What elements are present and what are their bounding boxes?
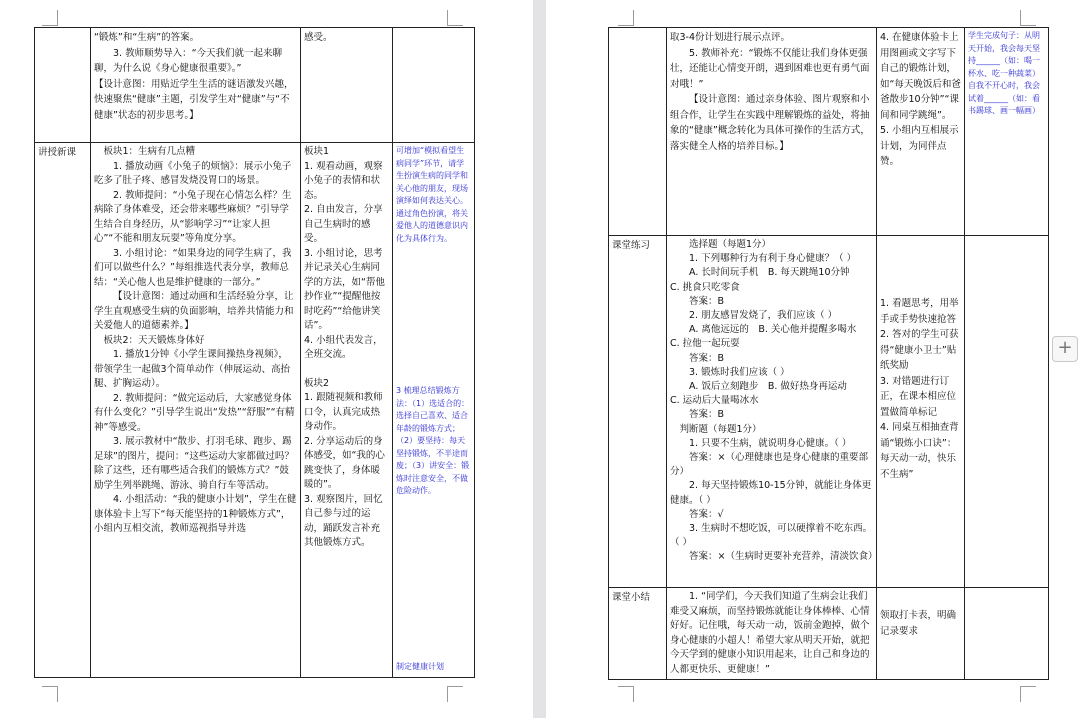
note-cell	[965, 588, 1049, 680]
answer: 答案：×（生病时更要补充营养，清淡饮食）	[689, 551, 878, 563]
question: 1. 下列哪种行为有利于身心健康？（ ）	[689, 253, 857, 265]
table-row	[609, 588, 1049, 680]
paragraph: 5. 教师补充：“锻炼不仅能让我们身体更强壮，还能让心情变开朗，遇到困难也更有勇气面对哦！”	[670, 47, 870, 90]
question: 2. 每天坚持锻炼10-15分钟，就能让身体更健康。（ ）	[670, 480, 872, 506]
student-activity-cell	[301, 28, 393, 143]
crop-mark	[447, 686, 463, 702]
note-cell	[965, 236, 1049, 588]
teacher-activity-cell	[667, 588, 877, 680]
stage-cell	[609, 28, 667, 236]
design-intent-paragraph: 【设计意图：通过动画和生活经验分享，让学生直观感受生病的负面影响，培养共情能力和关爱他人的道德素养。】	[94, 291, 294, 331]
design-intent-paragraph: 【设计意图：用贴近学生生活的谜语激发兴趣，快速聚焦“健康”主题，引发学生对“健康”与“不健康”状态的初步思考。】	[94, 78, 294, 121]
stage-label-cell	[609, 236, 667, 588]
question: 2. 朋友感冒发烧了，我们应该（ ）	[689, 310, 838, 322]
teacher-activity-cell	[91, 143, 301, 678]
paragraph: 4. 同桌互相抽查背诵“锻炼小口诀”：每天动一动，快乐不生病”	[880, 422, 959, 480]
option: A. 长时间玩手机 B. 每天跳绳10分钟	[689, 267, 850, 279]
answer: 答案：√	[689, 508, 724, 520]
paragraph: 2. 教师提问：“小兔子现在心情怎么样？生病除了身体难受，还会带来哪些麻烦？”引导学生结合自身经历，从“影响学习”“让家人担心”“不能和朋友玩耍”等角度分享。	[94, 189, 292, 244]
paragraph: 感受。	[304, 32, 333, 43]
stage-label: 课堂小结	[612, 592, 651, 603]
paragraph: 3. 观察图片，回忆自己参与过的运动，踊跃发言补充其他锻炼方式。	[304, 493, 383, 548]
teacher-activity-cell	[91, 28, 301, 143]
note-cell	[393, 28, 475, 143]
option: A. 饭后立刻跑步 B. 做好热身再运动	[689, 381, 847, 393]
stage-label-cell	[35, 143, 91, 678]
crop-mark	[42, 686, 58, 702]
paragraph: 2. 答对的学生可获得“健康小卫士”贴纸奖励	[880, 329, 959, 371]
paragraph: 取3-4份计划进行展示点评。	[670, 32, 791, 43]
paragraph: 4. 小组活动：“我的健康小计划”，学生在健康体验卡上写下“每天能坚持的1种锻炼方式”，小组内互相交流，教师巡视指导并选	[94, 494, 297, 534]
crop-mark	[447, 10, 463, 26]
teacher-activity-cell	[667, 236, 877, 588]
paragraph: 2. 自由发言，分享自己生病时的感受。	[304, 204, 383, 244]
stage-label-cell	[609, 588, 667, 680]
page-gap	[533, 0, 546, 718]
stage-label: 课堂练习	[612, 240, 651, 251]
paragraph: 3. 展示教材中“散步、打羽毛球、跑步、踢足球”的图片，提问：“这些运动大家都做过吗？除了这些，还有哪些适合我们的锻炼方式？”鼓励学生列举跳绳、游泳、骑自行车等活动。	[94, 436, 294, 491]
crop-mark	[618, 10, 634, 26]
table-row	[609, 236, 1049, 588]
crop-mark	[618, 686, 634, 702]
option: C. 运动后大量喝冰水	[670, 395, 759, 407]
note-cell	[393, 143, 475, 678]
paragraph: 4. 在健康体验卡上用图画或文字写下自己的锻炼计划，如“每天晚饭后和爸爸散步10分钟”“课间和同学跳绳”。	[880, 32, 961, 121]
section-heading: 板块2：天天锻炼身体好	[103, 334, 205, 346]
paragraph: 领取打卡表，明确记录要求	[880, 610, 957, 637]
table-row	[35, 143, 475, 678]
crop-mark	[1020, 10, 1036, 26]
option: A. 离他远远的 B. 关心他并提醒多喝水	[689, 324, 857, 336]
document-page-right	[546, 0, 1080, 718]
paragraph: 3. 小组讨论，思考并记录关心生病同学的方法，如“帮他抄作业”“提醒他按时吃药”“给他讲笑话”。	[304, 247, 385, 331]
answer: 答案：×（心理健康也是身心健康的重要部分）	[670, 452, 868, 478]
section-heading: 选择题（每题1分）	[689, 239, 772, 250]
answer: 答案：B	[689, 409, 725, 421]
table-row	[35, 28, 475, 143]
student-activity-cell	[877, 236, 965, 588]
crop-mark	[42, 10, 58, 26]
option: C. 拉他一起玩耍	[670, 338, 740, 350]
paragraph: 3. 对错题进行订正，在课本相应位置做简单标记	[880, 375, 957, 418]
teacher-note: 制定健康计划	[396, 661, 444, 671]
paragraph: 3. 教师顺势导入：“今天我们就一起来聊聊，为什么说《身心健康很重要》。”	[94, 47, 283, 74]
question: 3. 生病时不想吃饭，可以硬撑着不吃东西。（ ）	[670, 523, 873, 549]
student-activity-cell	[301, 143, 393, 678]
note-cell	[965, 28, 1049, 236]
paragraph: 1. 看题思考，用举手或手势快速抢答	[880, 298, 959, 325]
paragraph: 1. 跟随视频和教师口令，认真完成热身动作。	[304, 392, 383, 432]
question: 1. 只要不生病，就说明身心健康。（ ）	[689, 437, 852, 449]
teacher-activity-cell	[667, 28, 877, 236]
paragraph: 2. 分享运动后的身体感受，如“我的心跳变快了，身体暖暖的”。	[304, 435, 385, 490]
lesson-plan-table	[34, 27, 475, 678]
section-heading: 板块2	[304, 377, 330, 389]
question: 3. 锻炼时我们应该（ ）	[689, 366, 790, 378]
stage-cell	[35, 28, 91, 143]
option: C. 挑食只吃零食	[670, 281, 740, 293]
paragraph: 1. 播放动画《小兔子的烦恼》：展示小兔子吃多了肚子疼、感冒发烧没胃口的场景。	[94, 160, 292, 186]
table-row	[609, 28, 1049, 236]
paragraph: 1. “同学们，今天我们知道了生病会让我们难受又麻烦，而坚持锻炼就能让身体棒棒、心情好好。记住哦，每天动一动，饭前金跑掉，做个身心健康的小超人！希望大家从明天开始，就把今天学到的健康小知识用起来，让自己和身边的人都更快乐、更健康！”	[670, 591, 870, 675]
add-button[interactable]: +	[1052, 336, 1078, 362]
stage-label: 讲授新课	[38, 147, 77, 158]
paragraph: 1. 观看动画，观察小兔子的表情和状态。	[304, 160, 383, 201]
paragraph: 2. 教师提问：“做完运动后，大家感觉身体有什么变化？”引导学生说出“发热”“舒服”“有精神”等感受。	[94, 392, 295, 433]
section-heading: 板块1：生病有几点糟	[103, 146, 196, 157]
student-activity-cell	[877, 28, 965, 236]
teacher-note: 3 梳理总结锻炼方法：（1）选适合的：选择自己喜欢、适合年龄的锻炼方式；（2）要坚持：每天坚持锻炼，不半途而废；（3）讲安全：锻炼时注意安全，不做危险动作。	[396, 386, 470, 495]
design-intent-paragraph: 【设计意图：通过亲身体验、图片观察和小组合作，让学生在实践中理解锻炼的益处，将抽象的“健康”概念转化为具体可操作的生活方式，落实健全人格的培养目标。】	[670, 94, 870, 152]
section-heading: 板块1	[304, 146, 330, 157]
answer: 答案：B	[689, 295, 725, 307]
paragraph: “锻炼”和“生病”的答案。	[94, 32, 200, 43]
paragraph: 3. 小组讨论：“如果身边的同学生病了，我们可以做些什么？”每组推选代表分享，教师总结：“关心他人也是维护健康的一部分。”	[94, 247, 292, 288]
crop-mark	[1020, 686, 1036, 702]
answer: 答案：B	[689, 352, 725, 364]
teacher-note: 可增加“模拟看望生病同学”环节，请学生扮演生病的同学和关心他的朋友，现场演绎如何表达关心。通过角色扮演，将关爱他人的道德意识内化为具体行为。	[396, 146, 468, 243]
section-heading: 判断题（每题1分）	[679, 423, 762, 435]
student-activity-cell	[877, 588, 965, 680]
paragraph: 4. 小组代表发言，全班交流。	[304, 334, 383, 360]
document-page-left	[0, 0, 533, 718]
lesson-plan-table	[608, 27, 1049, 680]
paragraph: 1. 播放1分钟《小学生课间操热身视频》，带领学生一起做3个简单动作（伸展运动、高抬腿、扩胸运动）。	[94, 349, 291, 389]
teacher-note: 学生完成句子：从明天开始，我会每天坚持______（如：喝一杯水、吃一种蔬菜）自我不开心时，我会试着______（如：看书踢球、画一幅画）	[968, 31, 1040, 115]
paragraph: 5. 小组内互相展示计划，为同伴点赞。	[880, 125, 959, 167]
